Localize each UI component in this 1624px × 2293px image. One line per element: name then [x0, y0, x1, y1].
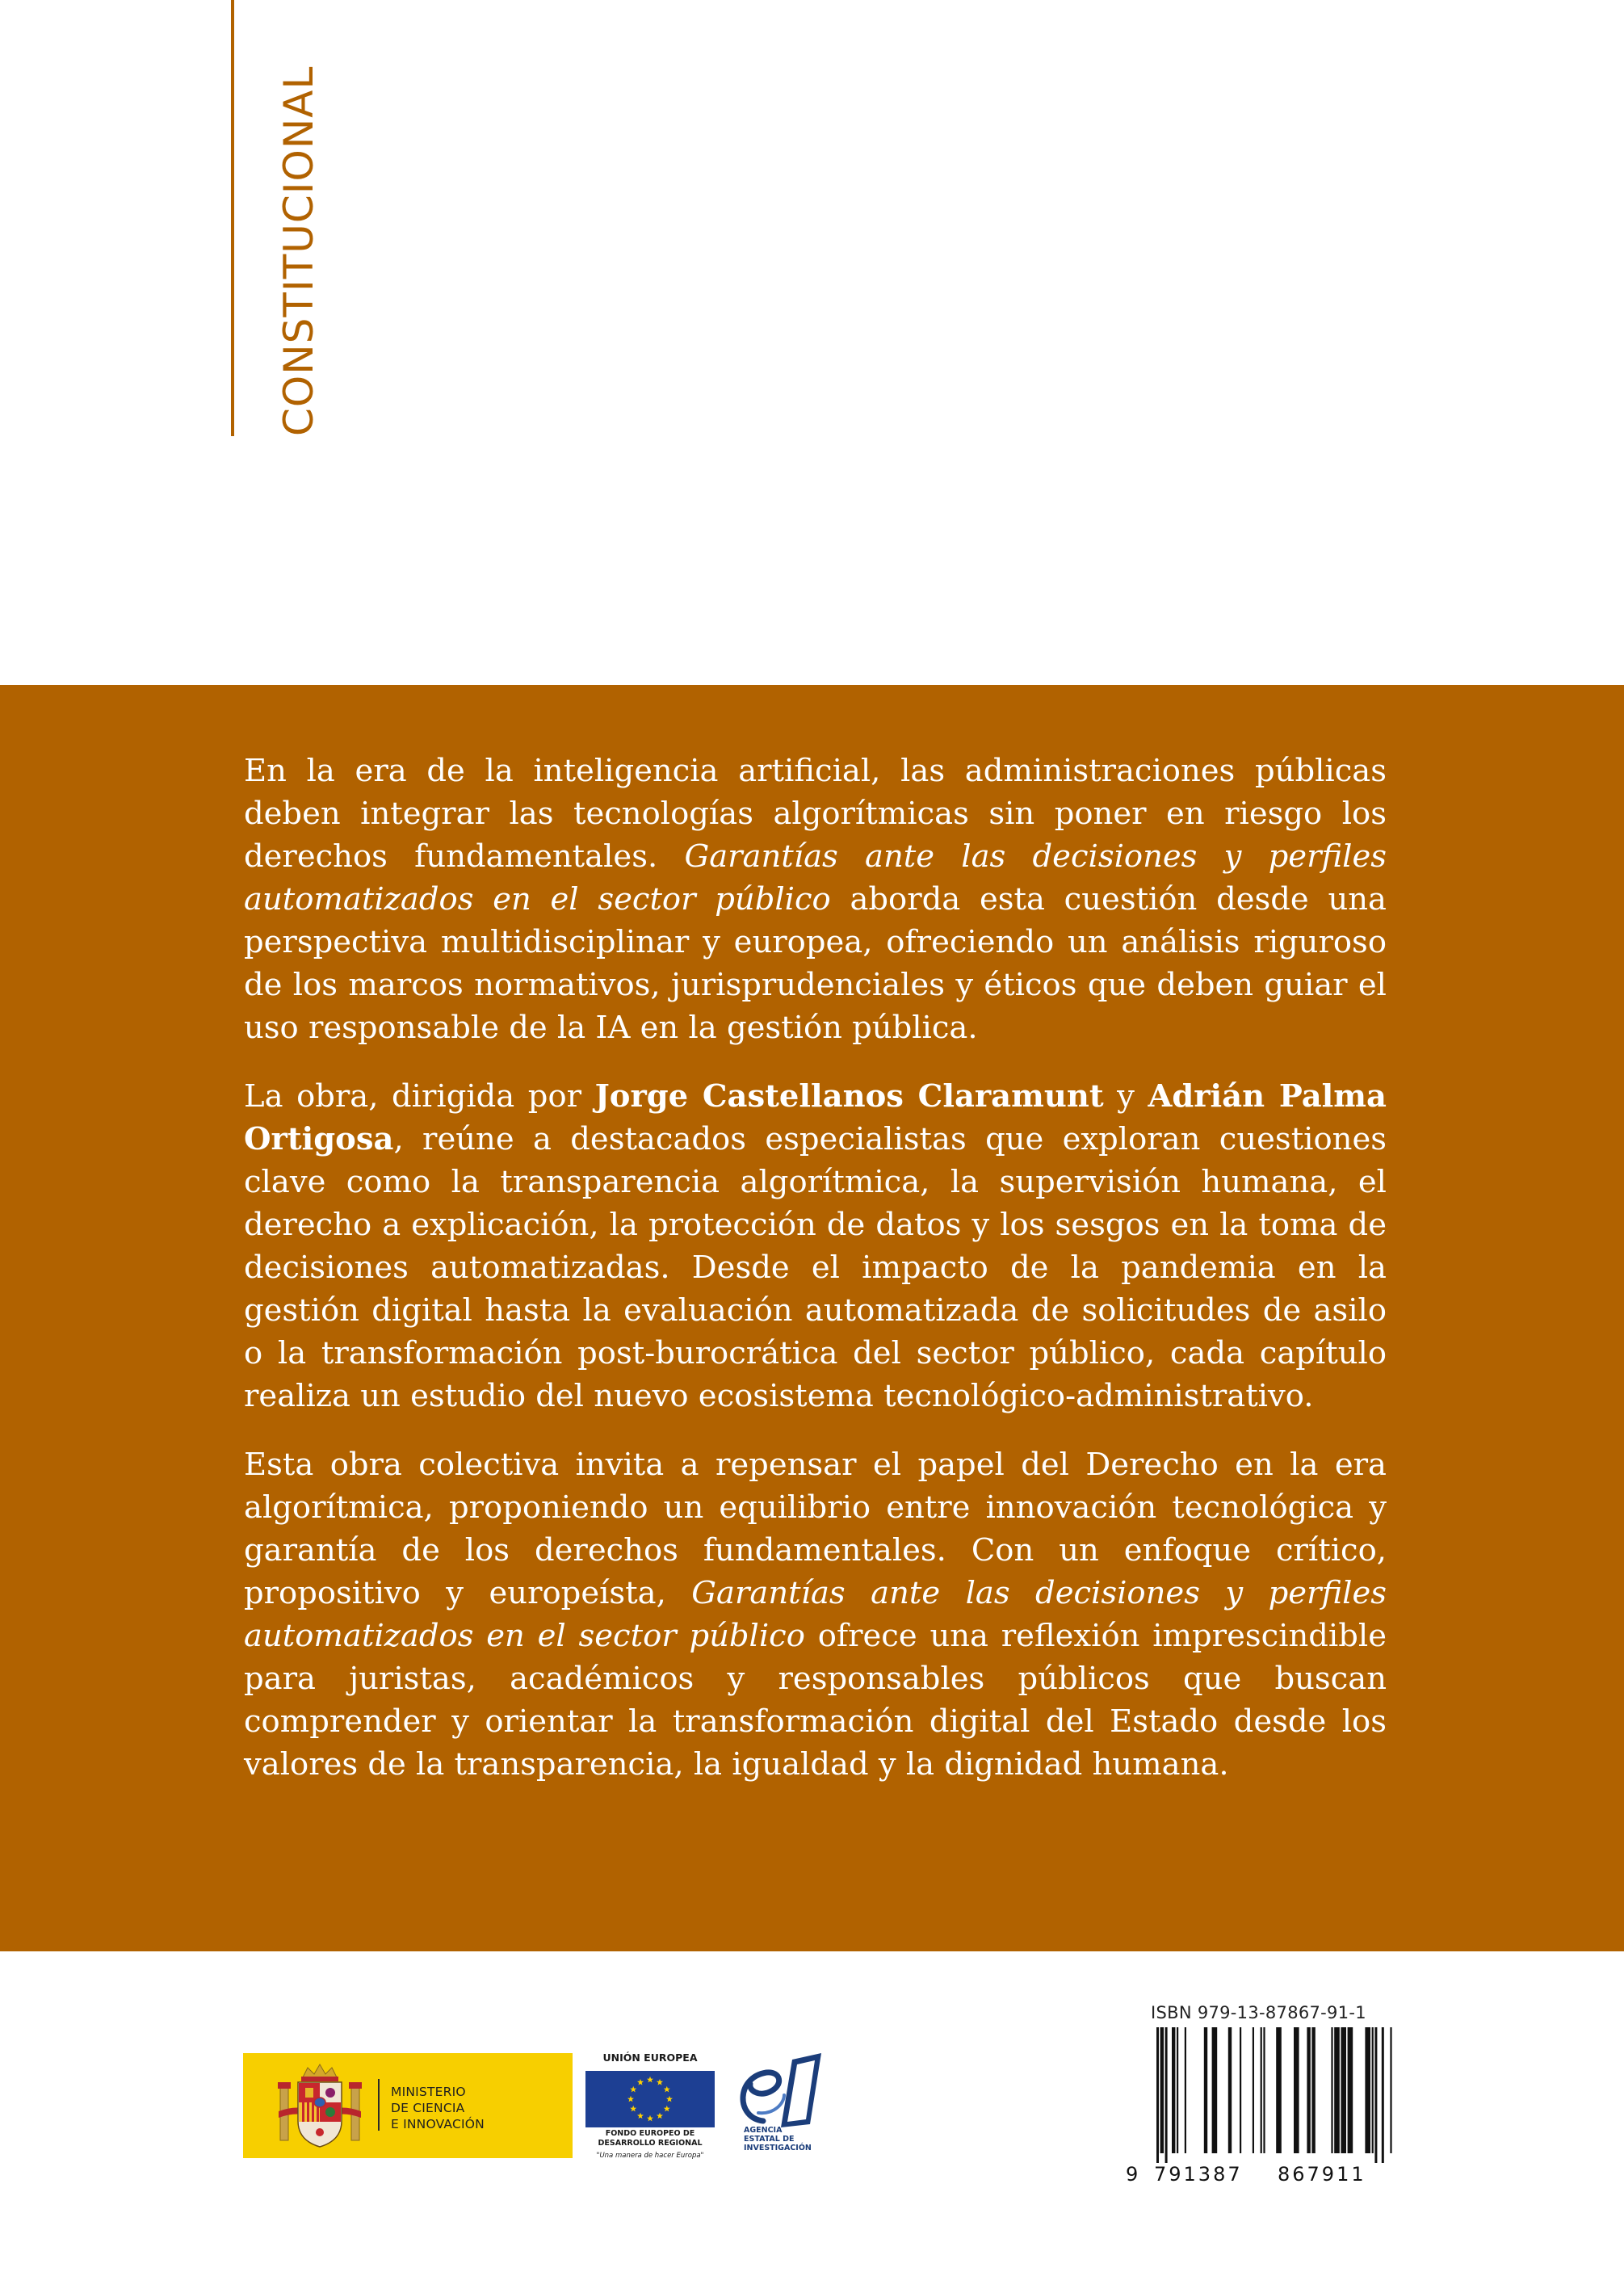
- aei-name: [744, 2126, 812, 2152]
- paragraph-3: [244, 1443, 1387, 1786]
- collection-label: CONSTITUCIONAL: [275, 65, 322, 436]
- eu-flag-icon: [585, 2071, 715, 2127]
- ministry-line: MINISTERIO: [391, 2085, 466, 2099]
- ministry-name: [391, 2084, 485, 2132]
- barcode-bar: [1390, 2027, 1391, 2153]
- vertical-accent-rule: [231, 0, 234, 436]
- text-run: , reúne a destacados especialistas que exploran cuestiones clave como la transparencia algorítmica, la supervisión humana, el derecho a explicación, la protección de datos y los sesgos en la toma de decisiones automatizadas. Desde el impacto de la pandemia en la gestión digital hasta la evaluación automatizada de solicitudes de asilo o la transformación post-burocrática del sector público, cada capítulo realiza un estudio del nuevo ecosistema tecnológico-administrativo.: [244, 1121, 1387, 1414]
- text-run: En la era de la inteligencia artificial, las administraciones públicas deben integrar las tecnologías algorítmicas sin poner en riesgo los derechos fundamentales.: [244, 753, 1387, 875]
- barcode-bar: [1261, 2027, 1262, 2153]
- eu-motto: "Una manera de hacer Europa": [596, 2152, 704, 2160]
- barcode-bar: [1294, 2027, 1299, 2153]
- barcode-bar: [1204, 2027, 1207, 2153]
- barcode-bar: [1263, 2027, 1265, 2153]
- barcode-bar: [1307, 2027, 1310, 2153]
- paragraph-1: [244, 750, 1387, 1049]
- barcode-bar: [1177, 2027, 1178, 2153]
- aei-line: ESTATAL DE: [744, 2135, 795, 2144]
- eu-feder-logo: [585, 2052, 719, 2165]
- barcode-bar: [1156, 2027, 1159, 2163]
- barcode-bar: [1311, 2027, 1315, 2153]
- editor-name: Jorge Castellanos Claramunt: [594, 1078, 1104, 1115]
- eu-fund-line: DESARROLLO REGIONAL: [598, 2139, 703, 2148]
- aei-logo-icon: [731, 2050, 836, 2131]
- ministry-logo: [243, 2053, 573, 2158]
- aei-line: INVESTIGACIÓN: [744, 2144, 812, 2152]
- barcode-bar: [1365, 2027, 1370, 2153]
- barcode-bar: [1334, 2027, 1340, 2153]
- text-run: y: [1103, 1078, 1148, 1115]
- barcode-bar: [1165, 2027, 1168, 2163]
- barcode-bar: [1185, 2027, 1186, 2153]
- ministry-divider: [378, 2079, 380, 2131]
- barcode-bar: [1160, 2027, 1164, 2153]
- barcode-bar: [1341, 2027, 1346, 2153]
- aei-line: AGENCIA: [744, 2126, 783, 2135]
- barcode-bar: [1253, 2027, 1254, 2153]
- text-run: ofrece una reflexión imprescindible para juristas, académicos y responsables públicos que buscan comprender y orientar la transformación digital del Estado desde los valores de la transparencia, la igualdad y la dignidad humana.: [244, 1618, 1387, 1783]
- spain-coat-of-arms-icon: [275, 2063, 364, 2150]
- barcode-digit-lead: 9: [1126, 2163, 1141, 2186]
- barcode-bar: [1372, 2027, 1374, 2153]
- barcode-bar: [1172, 2027, 1175, 2153]
- ministry-line: DE CIENCIA: [391, 2101, 465, 2115]
- book-title-italic: Garantías ante las decisiones y perfiles automatizados en el sector público: [244, 838, 1387, 918]
- ministry-line: E INNOVACIÓN: [391, 2117, 485, 2131]
- barcode: [1124, 2027, 1395, 2165]
- barcode-bar: [1276, 2027, 1282, 2153]
- barcode-bar: [1348, 2027, 1353, 2153]
- text-run: Esta obra colectiva invita a repensar el papel del Derecho en la era algorítmica, proponiendo un equilibrio entre innovación tecnológica y garantía de los derechos fundamentales. Con un enfoque crítico, propositivo y europeísta,: [244, 1447, 1387, 1611]
- editor-name: Adrián Palma Ortigosa: [244, 1078, 1387, 1157]
- barcode-bar: [1240, 2027, 1241, 2153]
- barcode-digits-left: 791387: [1154, 2163, 1243, 2186]
- barcode-bar: [1228, 2027, 1232, 2153]
- barcode-bar: [1331, 2027, 1332, 2153]
- aei-logo: [731, 2050, 836, 2171]
- barcode-bar: [1374, 2027, 1377, 2163]
- barcode-bar: [1382, 2027, 1384, 2163]
- barcode-digits-right: 867911: [1278, 2163, 1366, 2186]
- barcode-bar: [1212, 2027, 1218, 2153]
- eu-title: UNIÓN EUROPEA: [602, 2052, 698, 2064]
- text-run: La obra, dirigida por: [244, 1078, 595, 1115]
- isbn-label: ISBN 979-13-87867-91-1: [1151, 2003, 1366, 2022]
- text-run: aborda esta cuestión desde una perspectiva multidisciplinar y europea, ofreciendo un análisis riguroso de los marcos normativos, jurisprudenciales y éticos que deben guiar el uso responsable de la IA en la gestión pública.: [244, 881, 1387, 1046]
- paragraph-2: [244, 1075, 1387, 1417]
- eu-fund-name: [585, 2129, 715, 2148]
- book-title-italic: Garantías ante las decisiones y perfiles automatizados en el sector público: [244, 1575, 1387, 1654]
- eu-fund-line: FONDO EUROPEO DE: [605, 2129, 695, 2138]
- synopsis-text: [244, 750, 1387, 1812]
